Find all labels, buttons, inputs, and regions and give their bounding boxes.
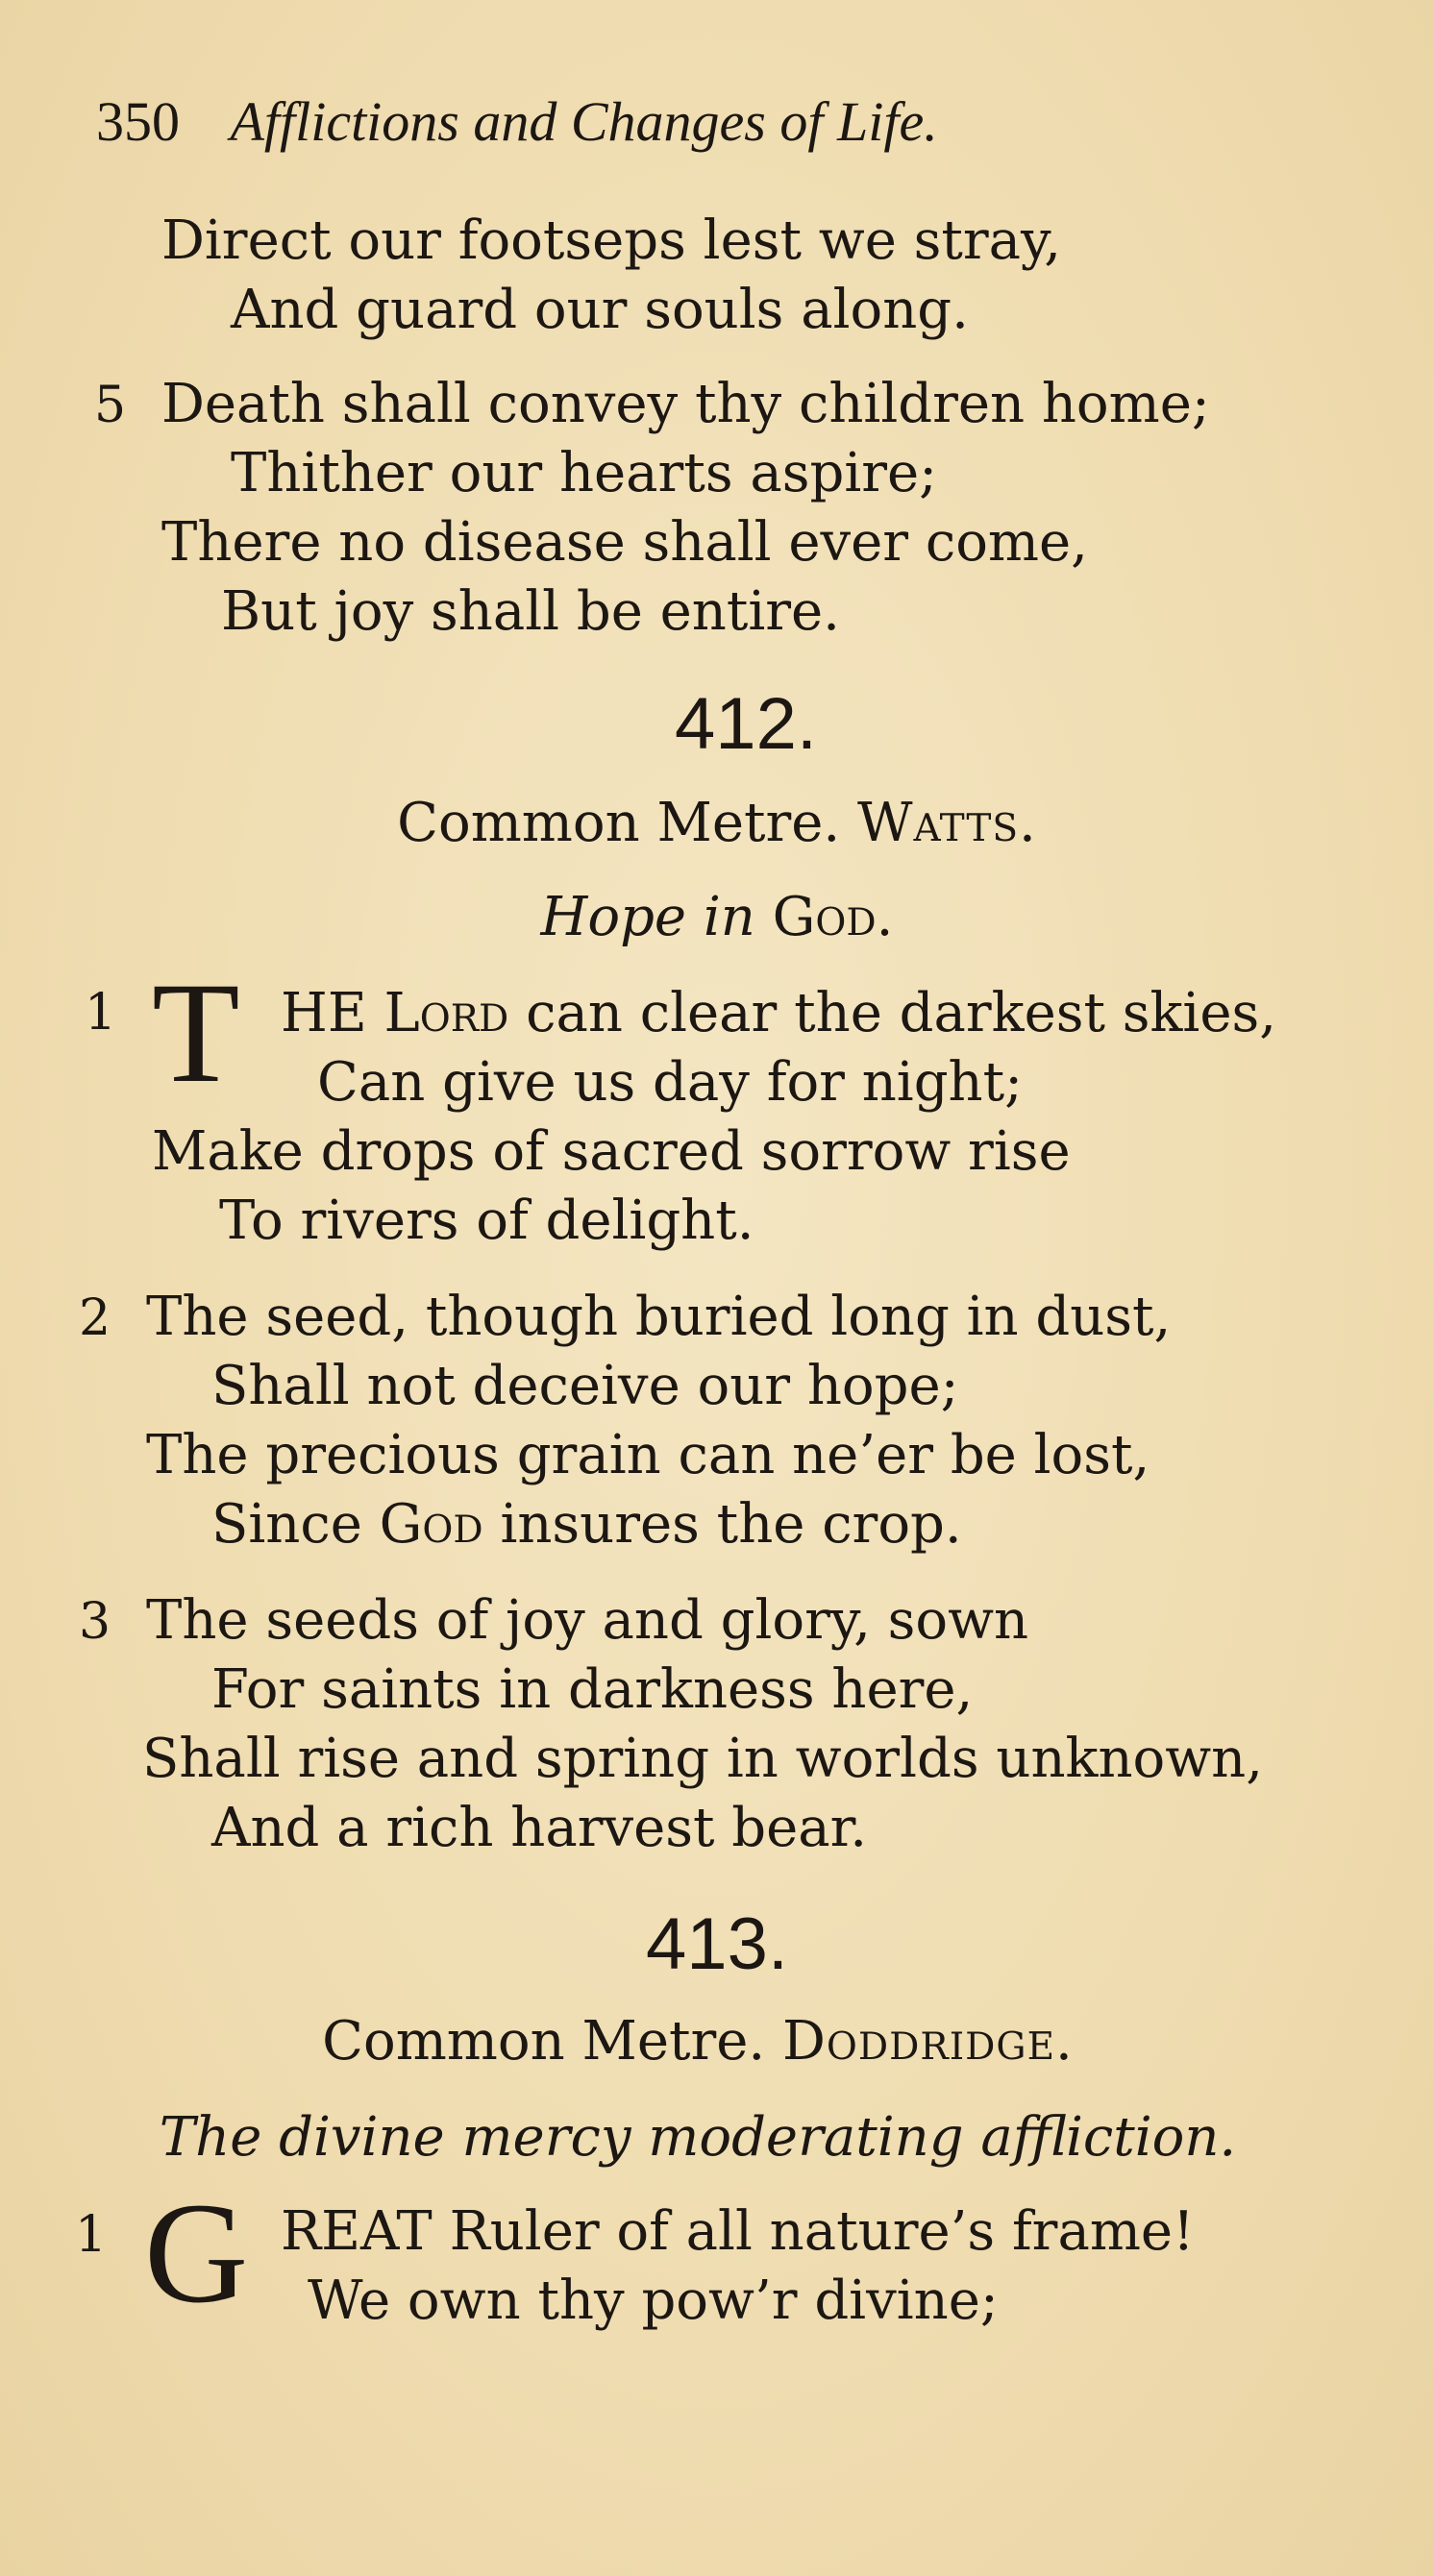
line-text: HE xyxy=(281,982,367,1044)
drop-cap: G xyxy=(144,2173,249,2333)
verse-line: And a rich harvest bear. xyxy=(211,1797,868,1859)
verse-line: And guard our souls along. xyxy=(231,279,969,341)
verse-line: The seeds of joy and glory, sown xyxy=(146,1589,1029,1652)
verse-line xyxy=(211,1493,962,1556)
meter-name: Common Metre. xyxy=(397,792,841,854)
verse-line: Can give us day for night; xyxy=(317,1051,1023,1114)
verse-line: Direct our footseps lest we stray, xyxy=(161,209,1062,272)
subtitle-text: Hope in xyxy=(540,886,755,948)
verse-line: The seed, though buried long in dust, xyxy=(146,1286,1172,1348)
line-text: can clear the darkest skies, xyxy=(526,982,1277,1044)
line-text: insures the crop. xyxy=(500,1493,962,1556)
running-header xyxy=(96,88,938,154)
subtitle-god: God. xyxy=(772,886,894,948)
verse-number: 3 xyxy=(79,1593,111,1651)
verse-line: To rivers of delight. xyxy=(219,1190,754,1252)
drop-cap: T xyxy=(152,953,240,1113)
verse-line xyxy=(281,982,1276,1044)
running-title: Afflictions and Changes of Life. xyxy=(230,90,938,153)
verse-line: Make drops of sacred sorrow rise xyxy=(152,1120,1071,1183)
verse-line: Shall not deceive our hope; xyxy=(211,1355,959,1417)
verse-line: The precious grain can ne’er be lost, xyxy=(146,1424,1150,1486)
hymn-meter xyxy=(169,2010,1226,2073)
verse-number: 5 xyxy=(94,377,127,434)
meter-name: Common Metre. xyxy=(322,2010,766,2073)
hymn-number: 413. xyxy=(646,1903,788,1985)
verse-line: There no disease shall ever come, xyxy=(161,511,1088,574)
verse-line: But joy shall be entire. xyxy=(221,580,840,643)
verse-line: REAT Ruler of all nature’s frame! xyxy=(281,2200,1195,2263)
line-god: God xyxy=(379,1493,483,1556)
verse-line: For saints in darkness here, xyxy=(211,1658,974,1721)
hymn-subtitle xyxy=(92,886,1342,948)
verse-line: Thither our hearts aspire; xyxy=(231,442,938,504)
verse-line: Shall rise and spring in worlds unknown, xyxy=(142,1728,1264,1790)
page-number: 350 xyxy=(96,90,180,153)
hymn-number: 412. xyxy=(675,683,817,765)
hymn-author: Watts. xyxy=(857,792,1037,854)
verse-number: 2 xyxy=(79,1289,111,1347)
hymn-author: Doddridge. xyxy=(781,2010,1074,2073)
verse-line: Death shall convey thy children home; xyxy=(161,373,1210,435)
hymn-subtitle: The divine mercy moderating affliction. xyxy=(159,2106,1237,2169)
line-text: Since xyxy=(211,1493,362,1556)
line-lord: Lord xyxy=(383,982,509,1044)
hymn-meter xyxy=(188,792,1246,854)
verse-number: 1 xyxy=(75,2206,108,2264)
verse-line: We own thy pow’r divine; xyxy=(308,2269,999,2332)
verse-number: 1 xyxy=(85,984,117,1042)
